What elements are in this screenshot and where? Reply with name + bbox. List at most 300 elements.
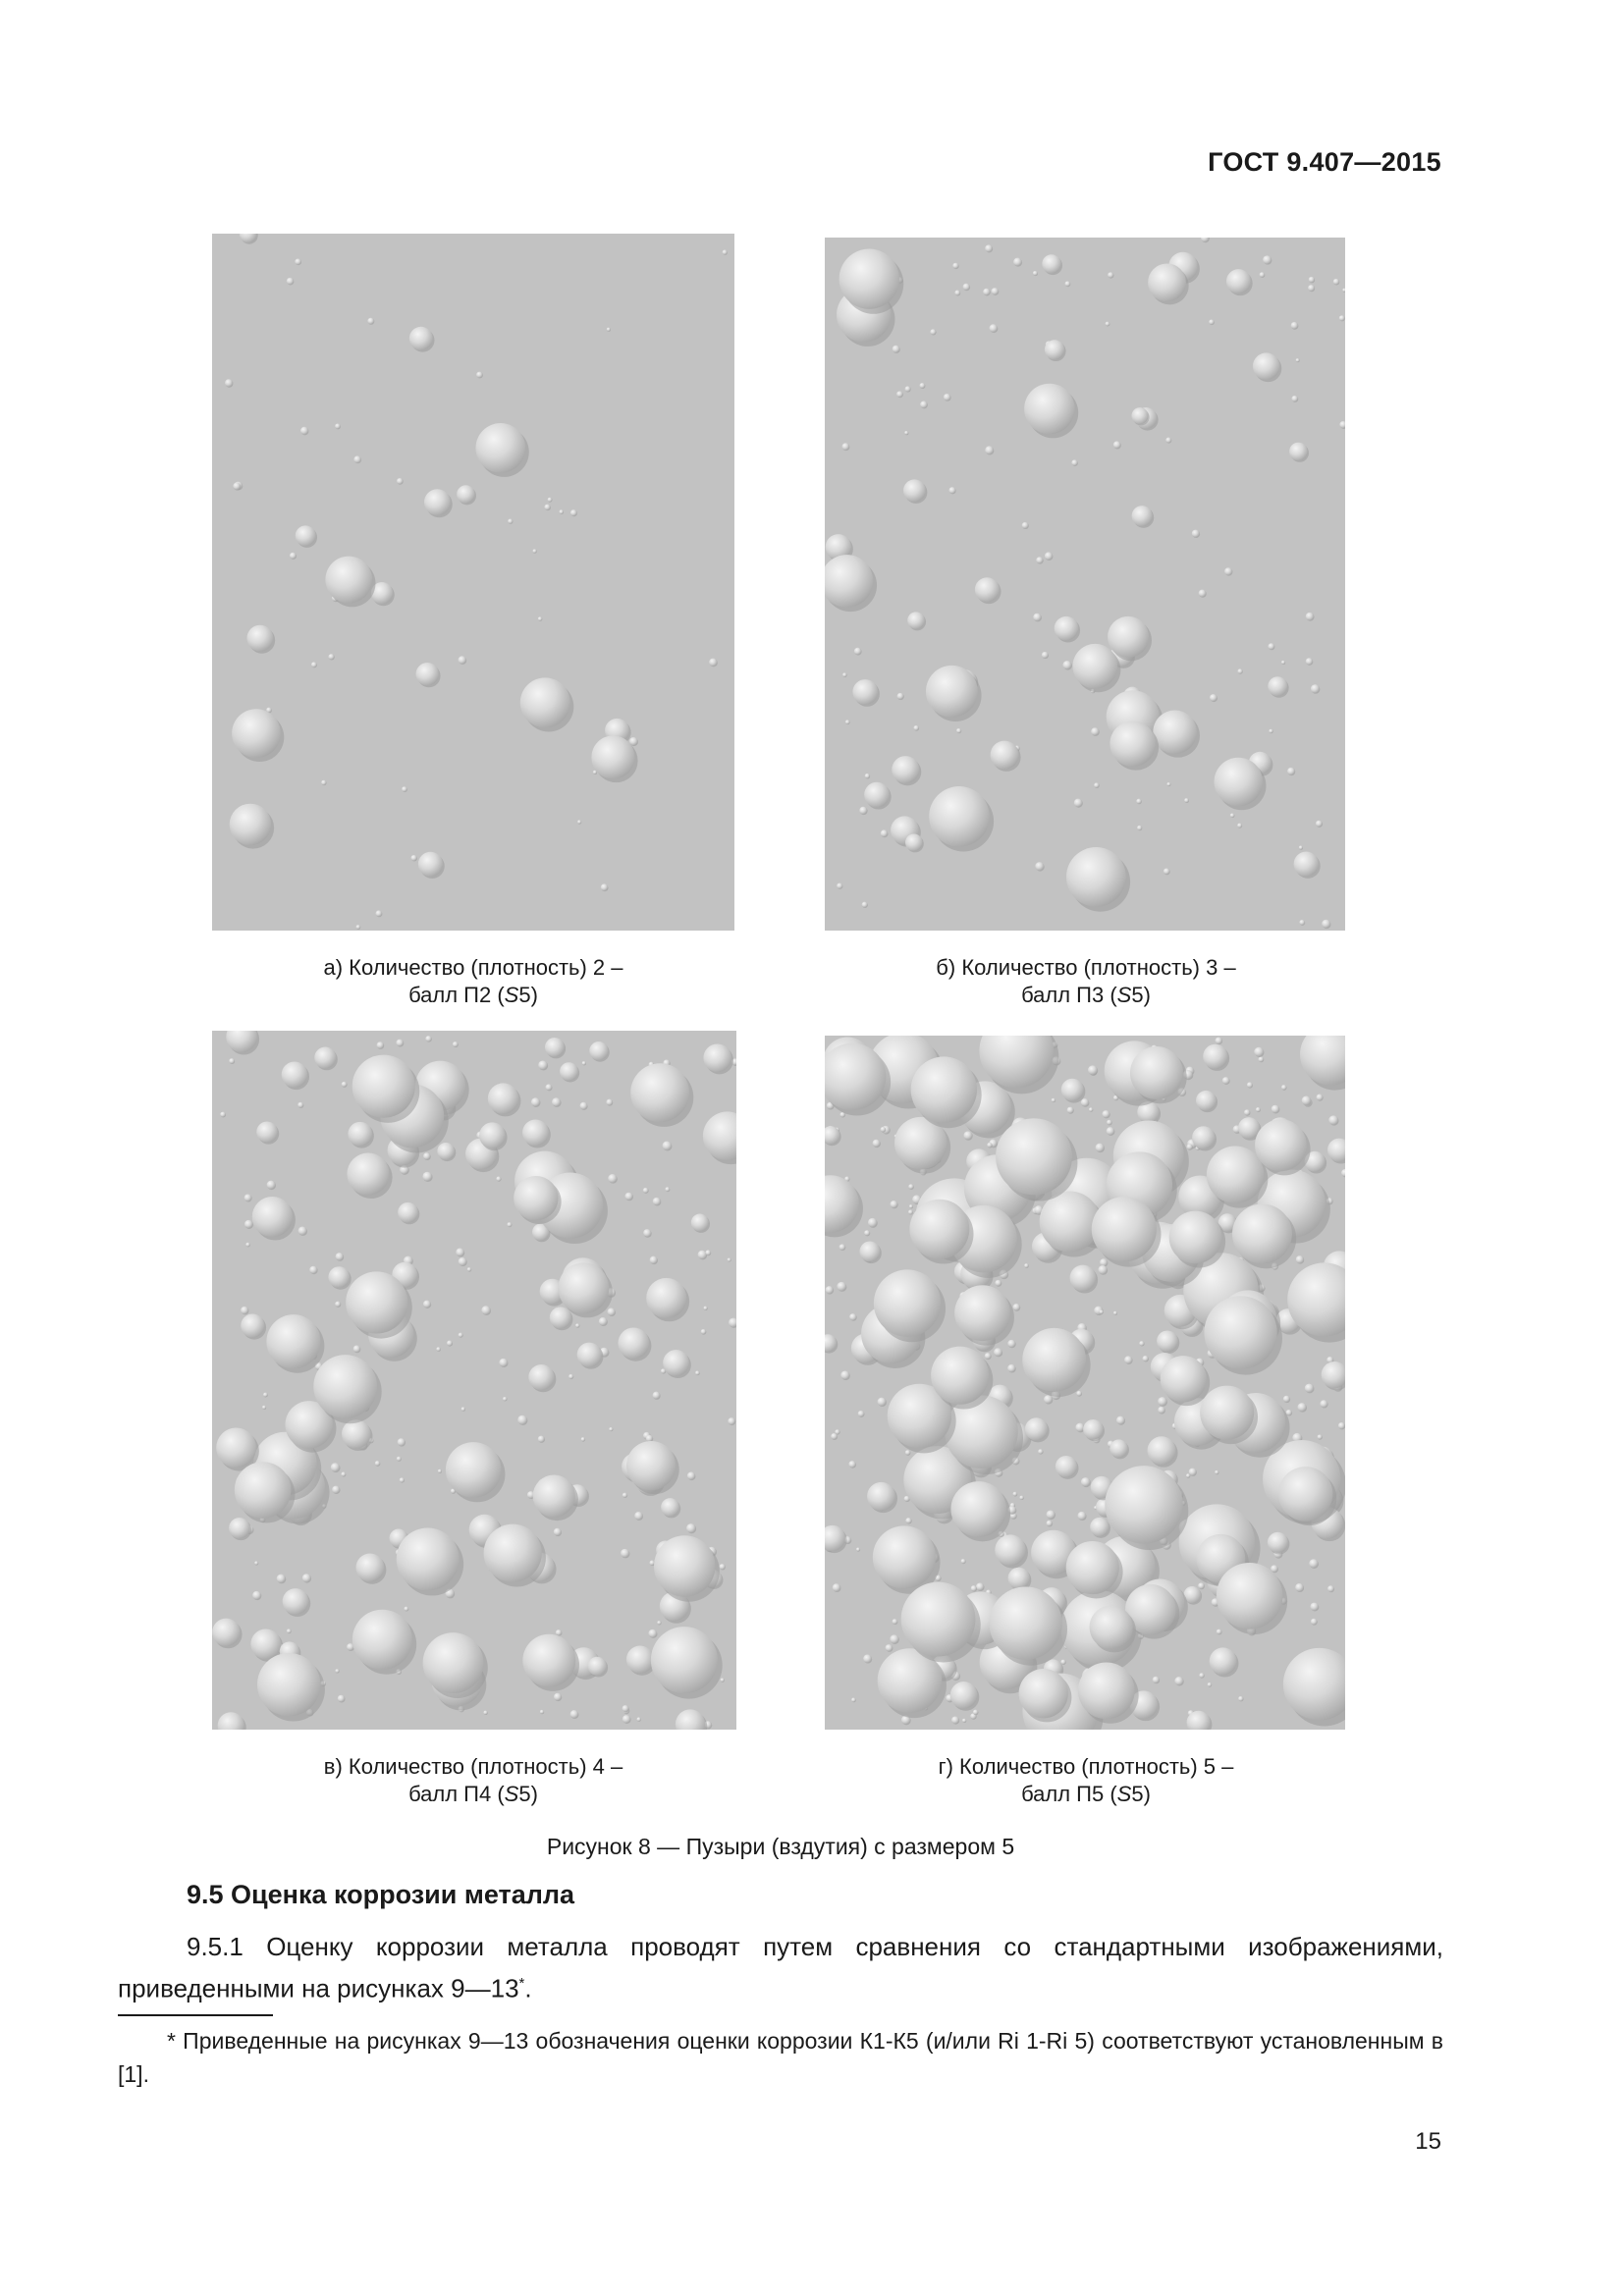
blister [931,1347,989,1405]
blister [225,379,233,387]
blister [570,509,577,516]
blister [352,1055,415,1118]
blister [1309,1559,1318,1568]
blister [851,1698,855,1702]
blister [1166,782,1170,786]
blister [1110,1439,1127,1457]
blister-sample-image-density-3 [825,238,1345,931]
blister [1099,1265,1108,1274]
blister [311,662,317,667]
blister [1281,661,1285,665]
blister [1302,1095,1311,1104]
blister [1281,1085,1286,1090]
blister [651,1627,718,1693]
blister [1124,1356,1132,1363]
blister [704,1307,708,1310]
blister [241,1313,264,1337]
blister [422,1172,431,1181]
blister [1217,1563,1283,1629]
blister [447,1341,453,1347]
blister [1047,1521,1053,1526]
blister [1022,1328,1086,1392]
blister [1306,658,1313,665]
blister [1338,1422,1345,1429]
blister [636,1717,640,1721]
blister [262,1406,266,1410]
blister [1116,1416,1124,1424]
blister [1268,1532,1288,1553]
blister [650,1256,658,1264]
caption-line: балл П5 (S5) [1021,1782,1151,1806]
blister [1174,1677,1183,1685]
blister [577,1343,602,1367]
blister [1187,1144,1193,1149]
blister [623,1715,630,1723]
blister [1268,676,1287,696]
blister [425,1036,431,1041]
blister [665,1187,670,1192]
blister [1316,821,1323,828]
blister [252,1197,293,1237]
blister [552,1097,561,1106]
blister [314,1047,336,1069]
blister [621,1549,629,1558]
blister [559,509,563,513]
blister [835,1429,839,1434]
blister [1207,1146,1264,1202]
blister [533,1475,575,1518]
blister [546,1084,552,1090]
blister [1033,271,1038,276]
blister [1047,1510,1056,1519]
blister [661,1498,679,1517]
blister [991,741,1019,770]
blister [229,1058,234,1063]
blister [282,1061,308,1088]
blister [1289,443,1308,461]
blister [1139,1341,1144,1346]
blister [1072,644,1117,689]
blister [1074,799,1082,807]
blister [881,829,888,836]
blister [1283,1396,1290,1403]
blister [544,505,550,510]
blister [1070,1265,1097,1292]
blister [577,820,581,824]
blister [865,774,870,778]
blister [989,1586,1061,1659]
blister [560,1062,578,1081]
blister [909,1204,913,1208]
blister [1066,847,1126,907]
blister [653,1392,661,1400]
blister [520,677,570,727]
blister [1100,1310,1104,1314]
blister [1090,1606,1133,1649]
blister [548,498,553,503]
blister [1199,590,1207,597]
blister [1153,1677,1160,1683]
blister [904,431,908,435]
blister [1038,1449,1043,1454]
blister [256,1121,277,1142]
blister [1294,852,1319,877]
blister [929,786,990,847]
blister [920,401,927,408]
section-heading: 9.5 Оценка коррозии металла [187,1880,575,1909]
blister [296,525,316,546]
blister [649,1561,654,1566]
blister [212,1619,240,1646]
blister [1292,396,1298,401]
blister [1045,552,1053,560]
blister [1299,920,1304,925]
blister [1071,459,1077,465]
blister [467,1267,471,1271]
caption-line: г) Количество (плотность) 5 – [938,1754,1234,1779]
blister [837,1282,845,1291]
blister [1025,1417,1048,1440]
blister [1255,1119,1307,1171]
blister [1060,1660,1065,1665]
blister [874,1269,941,1336]
blister [1186,1473,1190,1477]
blister [410,855,416,861]
blister [1296,1255,1304,1263]
blister [973,1710,978,1715]
blister [554,1528,562,1536]
blister [593,771,597,774]
blister [1253,352,1280,379]
blister [852,679,878,705]
blister [233,483,240,490]
blister [954,1285,1010,1341]
blister [423,1632,484,1693]
blister [496,1177,501,1182]
blister [890,1634,898,1643]
blister [839,249,899,309]
blister [367,318,373,324]
blister [1322,920,1330,929]
blister [1013,1304,1020,1310]
blister [995,1534,1026,1566]
blister [1224,567,1232,575]
caption-line: балл П4 (S5) [408,1782,538,1806]
blister [1161,1356,1207,1402]
blister [522,1119,549,1146]
blister [325,557,372,604]
blister [896,391,902,397]
blister [508,519,513,524]
blister [1328,1115,1337,1124]
blister [648,1629,656,1637]
blister [864,782,890,808]
blister [1268,643,1274,649]
blister [377,1041,384,1048]
blister [1033,614,1041,621]
blister [606,1099,612,1105]
blister [1108,616,1149,658]
blister [723,250,728,255]
blister [522,1634,575,1687]
blister [842,672,846,676]
blister [230,804,272,846]
blister [1298,1403,1307,1412]
blister [1306,613,1314,620]
blister [873,1140,881,1148]
blister [1244,1109,1250,1115]
blister [976,1582,984,1590]
blister [459,1257,466,1265]
blister [1214,758,1263,806]
blister [1210,694,1217,701]
blister [905,833,923,851]
blister [609,1427,613,1431]
blister [1153,711,1197,755]
blister [554,1693,562,1701]
blister [353,455,360,462]
blister [643,1188,648,1193]
blister [1311,1619,1317,1625]
blister [626,1441,676,1490]
blister [540,1710,544,1714]
blister [1091,727,1099,735]
blister [302,1574,311,1582]
panel-caption-b [825,954,1347,1009]
blister [961,1559,966,1564]
blister [1247,1082,1253,1088]
blister [728,1417,734,1424]
blister [826,1286,834,1294]
blister [992,288,999,294]
blister [588,1657,607,1676]
blister [695,1370,699,1374]
blister [919,383,925,389]
blister [1254,1047,1263,1057]
blister [545,1038,565,1057]
blister [300,427,308,435]
blister [1216,1038,1222,1044]
blister [338,1695,345,1702]
panel-caption-a [212,954,734,1009]
blister [634,1512,642,1520]
blister [453,1041,459,1047]
blister [1209,319,1214,324]
blister [436,1347,440,1351]
blister [488,1083,518,1113]
blister [581,1437,585,1441]
blister [948,487,955,494]
blister [994,1348,1001,1356]
blister [950,1481,1006,1537]
blister [1291,322,1298,329]
blister [1100,1258,1108,1266]
blister [1092,1197,1157,1261]
blister [254,1561,258,1565]
blister [558,1262,609,1313]
blister [863,1655,871,1663]
blister [963,284,970,291]
blister [250,1629,281,1660]
blister [1309,277,1315,283]
blister [1238,1696,1243,1701]
blister [356,925,360,929]
blister [1158,1407,1164,1414]
blister [1110,721,1155,767]
blister [1210,1647,1237,1675]
blister [1238,1117,1260,1139]
blister [1237,824,1242,828]
blister [975,577,1000,602]
blister [457,485,475,504]
blister [1272,1105,1279,1113]
blister [623,1493,627,1498]
blister [839,1244,845,1250]
blister [252,1591,261,1600]
blister [538,616,542,620]
blister [1131,407,1148,424]
blister [1136,799,1141,804]
blister [398,1202,418,1223]
blister [267,1181,276,1190]
blister [905,1518,911,1523]
blister [538,1436,545,1443]
blister [854,648,861,655]
blister [1132,506,1153,526]
blister [1096,1144,1105,1152]
blister [1108,272,1113,278]
blister [437,1143,455,1160]
blister [483,1711,487,1715]
blister [1056,1456,1077,1477]
blister [985,1353,991,1359]
blister [1045,340,1064,359]
blister [903,479,926,502]
footnote-mark: * [518,1975,525,1992]
panel-caption-d [825,1753,1347,1808]
blister [266,1314,320,1368]
blister [1203,1044,1227,1069]
blister-sample-image-density-5 [825,1036,1345,1730]
blister [629,737,637,745]
blister [313,1355,377,1418]
blister [1215,1470,1218,1474]
blister [550,1307,571,1328]
blister [1226,269,1251,294]
blister [1113,1311,1117,1315]
blister [538,1060,547,1069]
blister [907,612,925,629]
blister [1055,616,1079,641]
blister [1296,358,1300,362]
blister [1148,1436,1176,1465]
blister [1094,782,1099,787]
blister [709,659,717,667]
blister [1278,1467,1333,1522]
blister [1311,684,1320,693]
blister [346,1271,407,1333]
caption-line: балл П2 (S5) [408,983,538,1007]
blister [990,324,998,332]
blister [905,386,911,392]
blister [1269,729,1272,733]
blister [352,1610,412,1670]
blister [646,1435,653,1442]
blister [416,663,439,685]
blister [575,1323,579,1327]
panel-caption-c [212,1753,734,1808]
blister [1237,668,1242,673]
blister [568,1374,573,1379]
blister [1024,1263,1028,1267]
blister [1143,1356,1149,1362]
blister [295,259,300,265]
blister-sample-image-density-4 [212,1031,736,1730]
blister [1105,1466,1182,1543]
blister [653,1198,661,1205]
blister [626,1646,654,1674]
blister [397,478,403,484]
blister [864,1230,870,1236]
blister [241,1307,248,1314]
blister [951,1716,959,1724]
blister [484,1524,542,1582]
blister [687,1471,695,1479]
blister [1327,1585,1333,1591]
blister [654,1535,715,1596]
blister [1259,1056,1264,1061]
blister [859,807,867,815]
blister [1137,826,1142,830]
blister [657,1621,661,1625]
blister [1286,1410,1292,1415]
blister [481,1306,490,1314]
blister [1317,1095,1324,1101]
blister [342,1082,347,1087]
blister [1263,255,1272,264]
blister [728,1258,731,1262]
blister [963,1131,972,1140]
blister [1192,1126,1215,1148]
blister [331,1463,340,1471]
blister [397,1527,460,1590]
blister [1184,798,1188,802]
blister [1232,1203,1292,1263]
blister [1158,1397,1166,1406]
blister [1035,862,1044,871]
blister [1320,1400,1327,1408]
footnote-text: * Приведенные на рисунках 9—13 обозначения оценки коррозии К1-К5 (и/или Ri 1-Ri 5) соответствуют установленным в [1]. [118,2028,1443,2087]
blister [336,1253,344,1260]
blister [514,1176,558,1220]
blister [1189,1468,1197,1476]
blister [720,1564,726,1570]
blister [347,1152,389,1195]
blister [423,1152,430,1159]
footnote-divider [118,2014,273,2016]
blister [956,728,961,733]
blister [335,423,340,428]
blister [1310,1603,1318,1611]
blister [1007,1340,1015,1348]
blister [397,1457,402,1462]
blister [1230,813,1234,817]
blister [1318,1434,1323,1439]
blister [1169,1211,1222,1264]
blister [1113,441,1121,449]
blister [886,1644,893,1651]
blister [459,656,466,664]
